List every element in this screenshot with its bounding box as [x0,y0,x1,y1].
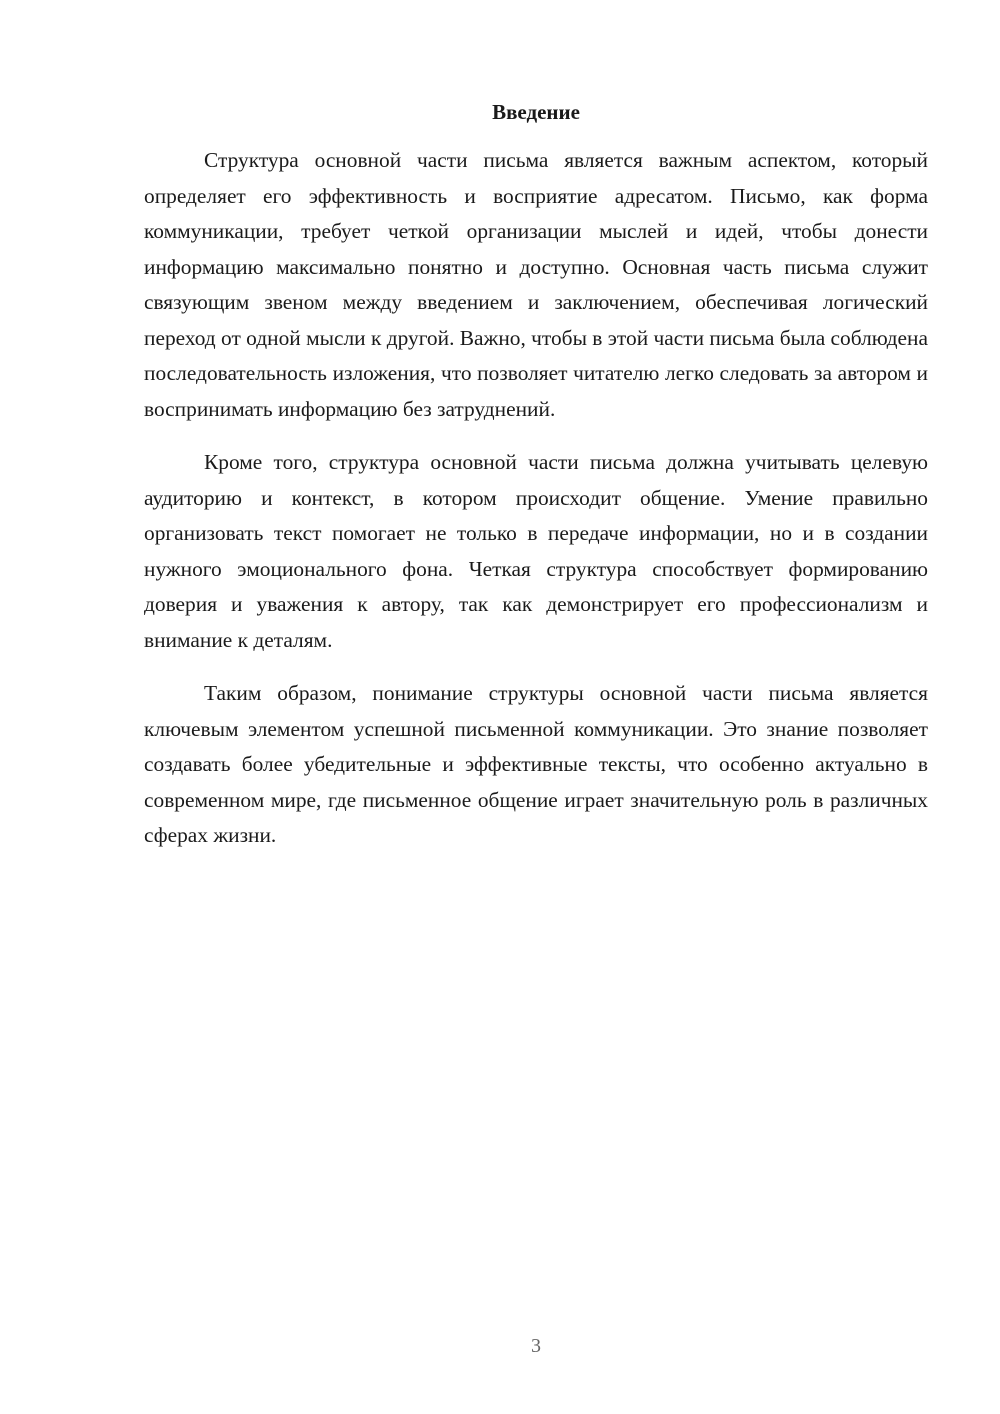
paragraph-3: Таким образом, понимание структуры основной части письма является ключевым элементом успешной письменной коммуникации. Это знание позволяет создавать более убедительные и эффективные тексты, что особенно актуально в современном мире, где письменное общение играет значительную роль в различных сферах жизни. [144,681,928,847]
body-text [144,143,928,854]
section-heading: Введение [492,100,580,124]
paragraph-1: Структура основной части письма является важным аспектом, который определяет его эффективность и восприятие адресатом. Письмо, как форма коммуникации, требует четкой организации мыслей и идей, чтобы донести информацию максимально понятно и доступно. Основная часть письма служит связующим звеном между введением и заключением, обеспечивая логический переход от одной мысли к другой. Важно, чтобы в этой части письма была соблюдена последовательность изложения, что позволяет читателю легко следовать за автором и воспринимать информацию без затруднений. [144,148,928,421]
page-number: 3 [531,1335,541,1357]
paragraph-2: Кроме того, структура основной части письма должна учитывать целевую аудиторию и контекст, в котором происходит общение. Умение правильно организовать текст помогает не только в передаче информации, но и в создании нужного эмоционального фона. Четкая структура способствует формированию доверия и уважения к автору, так как демонстрирует его профессионализм и внимание к деталям. [144,450,928,652]
